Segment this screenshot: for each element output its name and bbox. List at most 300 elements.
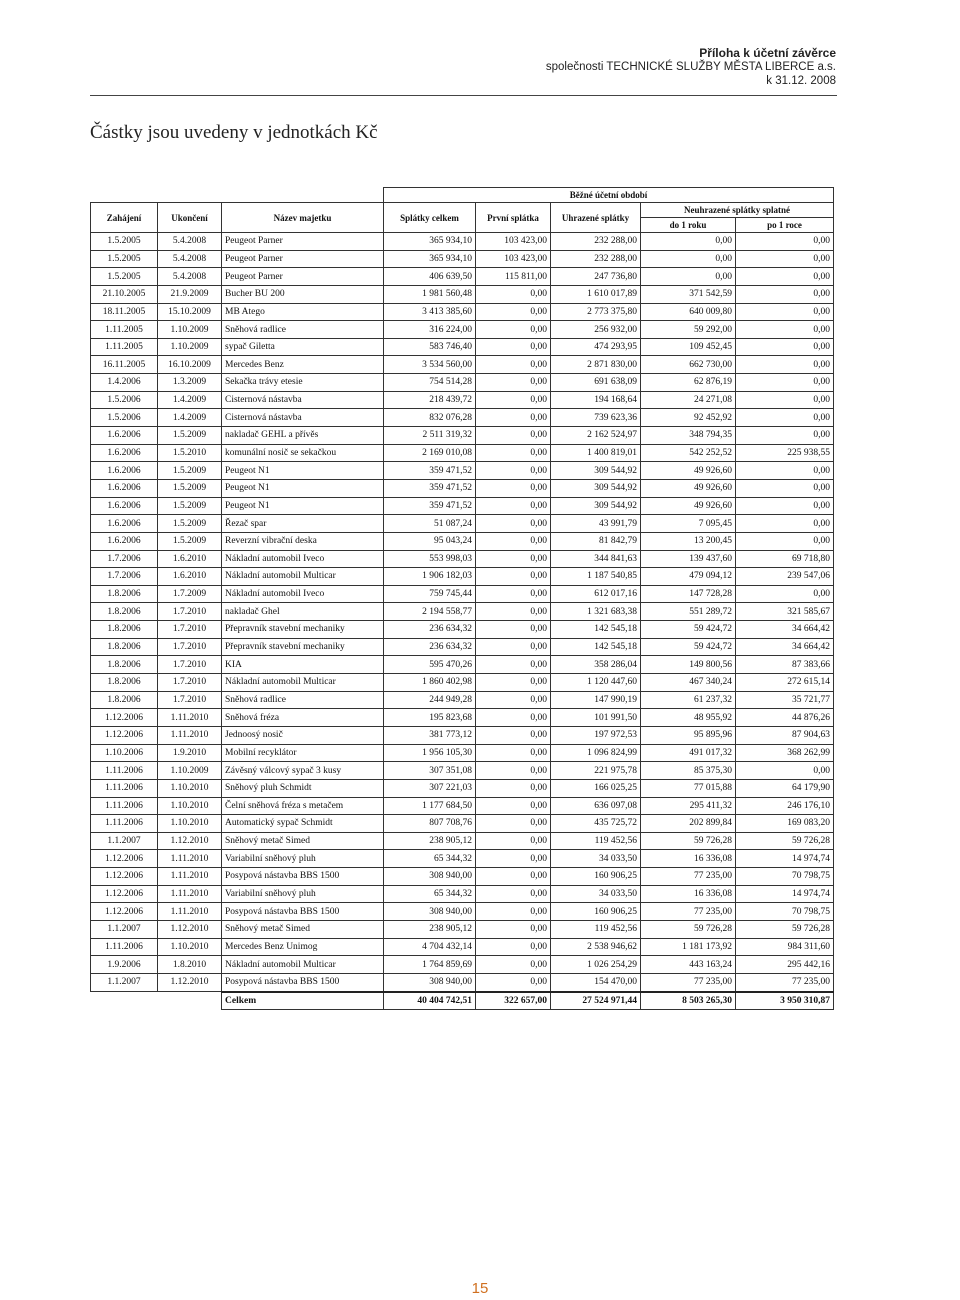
cell-start: 1.7.2006 xyxy=(91,550,158,568)
cell-start: 1.8.2006 xyxy=(91,621,158,639)
cell-start: 1.11.2006 xyxy=(91,762,158,780)
table-row xyxy=(91,726,834,744)
cell-paid: 309 544,92 xyxy=(551,479,641,497)
cell-within: 49 926,60 xyxy=(641,497,736,515)
cell-total: 238 905,12 xyxy=(384,920,476,938)
cell-within: 149 800,56 xyxy=(641,656,736,674)
table-row xyxy=(91,674,834,692)
cell-after: 70 798,75 xyxy=(736,903,834,921)
cell-within: 59 292,00 xyxy=(641,321,736,339)
col-header-name: Název majetku xyxy=(222,203,384,233)
cell-total: 359 471,52 xyxy=(384,479,476,497)
cell-first: 0,00 xyxy=(476,956,551,974)
cell-name: Jednoosý nosič xyxy=(222,726,384,744)
cell-paid: 166 025,25 xyxy=(551,779,641,797)
cell-after: 70 798,75 xyxy=(736,868,834,886)
cell-paid: 2 162 524,97 xyxy=(551,427,641,445)
cell-name: Peugeot N1 xyxy=(222,479,384,497)
cell-after: 0,00 xyxy=(736,374,834,392)
cell-first: 0,00 xyxy=(476,303,551,321)
table-row xyxy=(91,797,834,815)
cell-after: 239 547,06 xyxy=(736,568,834,586)
cell-name: Přepravník stavební mechaniky xyxy=(222,638,384,656)
cell-name: Přepravník stavební mechaniky xyxy=(222,621,384,639)
header-spacer xyxy=(91,188,158,203)
cell-within: 491 017,32 xyxy=(641,744,736,762)
cell-within: 640 009,80 xyxy=(641,303,736,321)
cell-within: 59 726,28 xyxy=(641,920,736,938)
cell-name: Sněhová fréza xyxy=(222,709,384,727)
cell-start: 1.11.2006 xyxy=(91,779,158,797)
table-row xyxy=(91,268,834,286)
cell-paid: 142 545,18 xyxy=(551,638,641,656)
cell-start: 1.5.2005 xyxy=(91,233,158,251)
cell-first: 0,00 xyxy=(476,709,551,727)
totals-row xyxy=(91,992,834,1010)
cell-end: 1.11.2010 xyxy=(158,868,222,886)
cell-first: 0,00 xyxy=(476,797,551,815)
table-row xyxy=(91,233,834,251)
cell-start: 1.11.2006 xyxy=(91,938,158,956)
cell-within: 16 336,08 xyxy=(641,885,736,903)
cell-end: 1.5.2009 xyxy=(158,532,222,550)
cell-total: 51 087,24 xyxy=(384,515,476,533)
cell-total: 1 956 105,30 xyxy=(384,744,476,762)
cell-start: 1.6.2006 xyxy=(91,462,158,480)
cell-after: 77 235,00 xyxy=(736,973,834,991)
cell-end: 1.7.2010 xyxy=(158,638,222,656)
header-rule xyxy=(90,95,837,96)
table-row xyxy=(91,956,834,974)
cell-name: Mobilní recyklátor xyxy=(222,744,384,762)
cell-first: 0,00 xyxy=(476,391,551,409)
cell-start: 1.12.2006 xyxy=(91,726,158,744)
table-row xyxy=(91,479,834,497)
cell-end: 1.7.2010 xyxy=(158,656,222,674)
table-row xyxy=(91,938,834,956)
cell-end: 1.8.2010 xyxy=(158,956,222,974)
cell-start: 1.1.2007 xyxy=(91,832,158,850)
cell-paid: 101 991,50 xyxy=(551,709,641,727)
cell-name: Peugeot Parner xyxy=(222,233,384,251)
cell-name: sypač Giletta xyxy=(222,338,384,356)
cell-within: 0,00 xyxy=(641,268,736,286)
cell-paid: 197 972,53 xyxy=(551,726,641,744)
cell-after: 0,00 xyxy=(736,515,834,533)
cell-total: 2 194 558,77 xyxy=(384,603,476,621)
cell-within: 49 926,60 xyxy=(641,479,736,497)
cell-total: 316 224,00 xyxy=(384,321,476,339)
cell-total: 759 745,44 xyxy=(384,585,476,603)
cell-after: 59 726,28 xyxy=(736,920,834,938)
cell-first: 0,00 xyxy=(476,762,551,780)
cell-after: 0,00 xyxy=(736,303,834,321)
cell-total: 308 940,00 xyxy=(384,973,476,991)
cell-first: 115 811,00 xyxy=(476,268,551,286)
cell-end: 1.10.2010 xyxy=(158,815,222,833)
table-row xyxy=(91,250,834,268)
cell-total: 359 471,52 xyxy=(384,462,476,480)
cell-name: Peugeot N1 xyxy=(222,462,384,480)
cell-name: Peugeot Parner xyxy=(222,250,384,268)
cell-after: 87 904,63 xyxy=(736,726,834,744)
cell-name: Sněhová radlice xyxy=(222,691,384,709)
totals-within: 8 503 265,30 xyxy=(641,992,736,1010)
cell-total: 308 940,00 xyxy=(384,868,476,886)
cell-after: 59 726,28 xyxy=(736,832,834,850)
table-row xyxy=(91,744,834,762)
totals-label: Celkem xyxy=(222,992,384,1010)
cell-paid: 1 096 824,99 xyxy=(551,744,641,762)
cell-total: 553 998,03 xyxy=(384,550,476,568)
cell-end: 1.6.2010 xyxy=(158,550,222,568)
cell-total: 95 043,24 xyxy=(384,532,476,550)
cell-end: 1.11.2010 xyxy=(158,850,222,868)
cell-within: 85 375,30 xyxy=(641,762,736,780)
cell-after: 272 615,14 xyxy=(736,674,834,692)
cell-within: 49 926,60 xyxy=(641,462,736,480)
cell-total: 307 221,03 xyxy=(384,779,476,797)
table-row xyxy=(91,462,834,480)
cell-start: 1.4.2006 xyxy=(91,374,158,392)
document-header xyxy=(546,46,836,88)
cell-paid: 636 097,08 xyxy=(551,797,641,815)
cell-within: 479 094,12 xyxy=(641,568,736,586)
table-row xyxy=(91,815,834,833)
cell-start: 1.6.2006 xyxy=(91,444,158,462)
cell-first: 0,00 xyxy=(476,444,551,462)
table-row xyxy=(91,656,834,674)
cell-end: 1.5.2009 xyxy=(158,497,222,515)
table-row xyxy=(91,285,834,303)
table-row xyxy=(91,338,834,356)
table-row xyxy=(91,409,834,427)
cell-name: Mercedes Benz Unimog xyxy=(222,938,384,956)
cell-first: 103 423,00 xyxy=(476,233,551,251)
cell-paid: 256 932,00 xyxy=(551,321,641,339)
totals-paid: 27 524 971,44 xyxy=(551,992,641,1010)
cell-after: 0,00 xyxy=(736,391,834,409)
col-header-paid: Uhrazené splátky xyxy=(551,203,641,233)
cell-paid: 1 120 447,60 xyxy=(551,674,641,692)
cell-total: 365 934,10 xyxy=(384,233,476,251)
cell-name: Cisternová nástavba xyxy=(222,409,384,427)
totals-total: 40 404 742,51 xyxy=(384,992,476,1010)
table-row xyxy=(91,691,834,709)
cell-total: 244 949,28 xyxy=(384,691,476,709)
cell-name: Sněhový pluh Schmidt xyxy=(222,779,384,797)
cell-first: 0,00 xyxy=(476,779,551,797)
cell-paid: 309 544,92 xyxy=(551,462,641,480)
cell-after: 246 176,10 xyxy=(736,797,834,815)
table-row xyxy=(91,621,834,639)
cell-total: 4 704 432,14 xyxy=(384,938,476,956)
cell-total: 236 634,32 xyxy=(384,638,476,656)
cell-after: 321 585,67 xyxy=(736,603,834,621)
cell-start: 1.8.2006 xyxy=(91,674,158,692)
cell-within: 59 726,28 xyxy=(641,832,736,850)
header-title: Příloha k účetní závěrce xyxy=(699,46,836,60)
cell-total: 583 746,40 xyxy=(384,338,476,356)
cell-start: 1.5.2005 xyxy=(91,250,158,268)
cell-end: 1.11.2010 xyxy=(158,903,222,921)
cell-first: 0,00 xyxy=(476,409,551,427)
cell-total: 1 764 859,69 xyxy=(384,956,476,974)
cell-after: 14 974,74 xyxy=(736,885,834,903)
cell-end: 1.9.2010 xyxy=(158,744,222,762)
cell-name: Peugeot Parner xyxy=(222,268,384,286)
cell-within: 109 452,45 xyxy=(641,338,736,356)
cell-end: 5.4.2008 xyxy=(158,268,222,286)
table-row xyxy=(91,638,834,656)
cell-start: 1.8.2006 xyxy=(91,638,158,656)
cell-total: 406 639,50 xyxy=(384,268,476,286)
cell-paid: 247 736,80 xyxy=(551,268,641,286)
cell-after: 0,00 xyxy=(736,479,834,497)
cell-first: 0,00 xyxy=(476,938,551,956)
cell-first: 0,00 xyxy=(476,903,551,921)
cell-total: 2 169 010,08 xyxy=(384,444,476,462)
cell-end: 1.5.2009 xyxy=(158,515,222,533)
cell-paid: 1 400 819,01 xyxy=(551,444,641,462)
cell-total: 218 439,72 xyxy=(384,391,476,409)
cell-paid: 435 725,72 xyxy=(551,815,641,833)
cell-total: 807 708,76 xyxy=(384,815,476,833)
cell-end: 15.10.2009 xyxy=(158,303,222,321)
table-row xyxy=(91,532,834,550)
header-company: společnosti TECHNICKÉ SLUŽBY MĚSTA LIBERCE a.s. xyxy=(545,61,836,73)
cell-paid: 691 638,09 xyxy=(551,374,641,392)
cell-end: 1.4.2009 xyxy=(158,409,222,427)
cell-within: 147 728,28 xyxy=(641,585,736,603)
table-row xyxy=(91,779,834,797)
cell-paid: 142 545,18 xyxy=(551,621,641,639)
cell-start: 1.11.2006 xyxy=(91,815,158,833)
cell-total: 65 344,32 xyxy=(384,885,476,903)
cell-name: Sněhový metač Simed xyxy=(222,832,384,850)
cell-within: 61 237,32 xyxy=(641,691,736,709)
cell-first: 0,00 xyxy=(476,973,551,991)
cell-paid: 309 544,92 xyxy=(551,497,641,515)
cell-after: 368 262,99 xyxy=(736,744,834,762)
cell-paid: 221 975,78 xyxy=(551,762,641,780)
table-row xyxy=(91,603,834,621)
cell-within: 16 336,08 xyxy=(641,850,736,868)
cell-total: 1 860 402,98 xyxy=(384,674,476,692)
cell-start: 1.10.2006 xyxy=(91,744,158,762)
cell-name: Řezač spar xyxy=(222,515,384,533)
cell-first: 0,00 xyxy=(476,868,551,886)
cell-after: 984 311,60 xyxy=(736,938,834,956)
cell-start: 1.1.2007 xyxy=(91,920,158,938)
cell-after: 0,00 xyxy=(736,321,834,339)
table-row xyxy=(91,550,834,568)
cell-within: 59 424,72 xyxy=(641,638,736,656)
cell-start: 1.8.2006 xyxy=(91,603,158,621)
cell-start: 16.11.2005 xyxy=(91,356,158,374)
cell-first: 0,00 xyxy=(476,885,551,903)
cell-end: 1.5.2010 xyxy=(158,444,222,462)
cell-paid: 1 610 017,89 xyxy=(551,285,641,303)
cell-name: nakladač Ghel xyxy=(222,603,384,621)
cell-within: 13 200,45 xyxy=(641,532,736,550)
cell-start: 1.6.2006 xyxy=(91,479,158,497)
table-row xyxy=(91,303,834,321)
col-header-first: První splátka xyxy=(476,203,551,233)
cell-name: Cisternová nástavba xyxy=(222,391,384,409)
cell-within: 467 340,24 xyxy=(641,674,736,692)
cell-first: 0,00 xyxy=(476,532,551,550)
cell-paid: 1 026 254,29 xyxy=(551,956,641,974)
table-row xyxy=(91,832,834,850)
cell-paid: 2 538 946,62 xyxy=(551,938,641,956)
cell-after: 34 664,42 xyxy=(736,638,834,656)
cell-start: 1.11.2006 xyxy=(91,797,158,815)
cell-first: 0,00 xyxy=(476,691,551,709)
cell-paid: 739 623,36 xyxy=(551,409,641,427)
cell-within: 348 794,35 xyxy=(641,427,736,445)
cell-after: 0,00 xyxy=(736,497,834,515)
cell-within: 0,00 xyxy=(641,233,736,251)
table-row xyxy=(91,585,834,603)
cell-after: 0,00 xyxy=(736,585,834,603)
cell-first: 0,00 xyxy=(476,462,551,480)
cell-name: nakladač GEHL a přívěs xyxy=(222,427,384,445)
cell-name: Reverzní vibrační deska xyxy=(222,532,384,550)
col-header-after: po 1 roce xyxy=(736,218,834,233)
cell-paid: 81 842,79 xyxy=(551,532,641,550)
cell-after: 169 083,20 xyxy=(736,815,834,833)
cell-name: Peugeot N1 xyxy=(222,497,384,515)
cell-paid: 43 991,79 xyxy=(551,515,641,533)
cell-end: 5.4.2008 xyxy=(158,233,222,251)
cell-name: Variabilní sněhový pluh xyxy=(222,885,384,903)
cell-paid: 1 321 683,38 xyxy=(551,603,641,621)
cell-total: 381 773,12 xyxy=(384,726,476,744)
cell-start: 1.5.2006 xyxy=(91,391,158,409)
cell-within: 48 955,92 xyxy=(641,709,736,727)
cell-within: 0,00 xyxy=(641,250,736,268)
cell-first: 0,00 xyxy=(476,479,551,497)
cell-name: Mercedes Benz xyxy=(222,356,384,374)
cell-first: 103 423,00 xyxy=(476,250,551,268)
cell-name: Sněhový metač Simed xyxy=(222,920,384,938)
cell-total: 1 906 182,03 xyxy=(384,568,476,586)
cell-start: 1.6.2006 xyxy=(91,532,158,550)
table-row xyxy=(91,762,834,780)
cell-total: 365 934,10 xyxy=(384,250,476,268)
cell-within: 24 271,08 xyxy=(641,391,736,409)
cell-end: 1.10.2009 xyxy=(158,338,222,356)
cell-after: 0,00 xyxy=(736,250,834,268)
cell-paid: 34 033,50 xyxy=(551,850,641,868)
cell-end: 1.11.2010 xyxy=(158,709,222,727)
cell-first: 0,00 xyxy=(476,815,551,833)
cell-first: 0,00 xyxy=(476,850,551,868)
cell-first: 0,00 xyxy=(476,920,551,938)
cell-name: Nákladní automobil Iveco xyxy=(222,585,384,603)
cell-after: 0,00 xyxy=(736,532,834,550)
table-row xyxy=(91,515,834,533)
cell-name: Posypová nástavba BBS 1500 xyxy=(222,903,384,921)
cell-after: 0,00 xyxy=(736,285,834,303)
table-row xyxy=(91,321,834,339)
cell-name: komunální nosič se sekačkou xyxy=(222,444,384,462)
cell-end: 1.6.2010 xyxy=(158,568,222,586)
cell-name: Posypová nástavba BBS 1500 xyxy=(222,973,384,991)
totals-after: 3 950 310,87 xyxy=(736,992,834,1010)
cell-first: 0,00 xyxy=(476,321,551,339)
cell-total: 3 534 560,00 xyxy=(384,356,476,374)
cell-start: 1.12.2006 xyxy=(91,709,158,727)
cell-total: 359 471,52 xyxy=(384,497,476,515)
cell-paid: 358 286,04 xyxy=(551,656,641,674)
cell-start: 1.6.2006 xyxy=(91,497,158,515)
cell-within: 542 252,52 xyxy=(641,444,736,462)
cell-start: 18.11.2005 xyxy=(91,303,158,321)
col-header-total: Splátky celkem xyxy=(384,203,476,233)
table-row xyxy=(91,568,834,586)
cell-within: 95 895,96 xyxy=(641,726,736,744)
cell-paid: 147 990,19 xyxy=(551,691,641,709)
cell-first: 0,00 xyxy=(476,638,551,656)
cell-end: 1.5.2009 xyxy=(158,462,222,480)
cell-total: 595 470,26 xyxy=(384,656,476,674)
cell-paid: 154 470,00 xyxy=(551,973,641,991)
table-row xyxy=(91,920,834,938)
cell-end: 1.10.2009 xyxy=(158,321,222,339)
cell-name: Bucher BU 200 xyxy=(222,285,384,303)
cell-within: 77 015,88 xyxy=(641,779,736,797)
cell-name: KIA xyxy=(222,656,384,674)
table-row xyxy=(91,356,834,374)
lease-table-body xyxy=(91,233,834,992)
cell-within: 202 899,84 xyxy=(641,815,736,833)
cell-total: 832 076,28 xyxy=(384,409,476,427)
cell-name: Závěsný válcový sypač 3 kusy xyxy=(222,762,384,780)
cell-first: 0,00 xyxy=(476,674,551,692)
cell-after: 64 179,90 xyxy=(736,779,834,797)
cell-start: 1.1.2007 xyxy=(91,973,158,991)
cell-name: Nákladní automobil Multicar xyxy=(222,674,384,692)
cell-first: 0,00 xyxy=(476,621,551,639)
cell-end: 1.3.2009 xyxy=(158,374,222,392)
cell-within: 139 437,60 xyxy=(641,550,736,568)
cell-end: 1.10.2009 xyxy=(158,762,222,780)
col-header-end: Ukončení xyxy=(158,203,222,233)
cell-name: MB Atego xyxy=(222,303,384,321)
cell-first: 0,00 xyxy=(476,603,551,621)
table-row xyxy=(91,903,834,921)
cell-paid: 612 017,16 xyxy=(551,585,641,603)
cell-after: 35 721,77 xyxy=(736,691,834,709)
cell-first: 0,00 xyxy=(476,515,551,533)
lease-table xyxy=(90,187,834,1010)
cell-end: 1.7.2010 xyxy=(158,603,222,621)
cell-total: 3 413 385,60 xyxy=(384,303,476,321)
table-row xyxy=(91,868,834,886)
cell-start: 1.5.2006 xyxy=(91,409,158,427)
cell-within: 7 095,45 xyxy=(641,515,736,533)
cell-total: 1 177 684,50 xyxy=(384,797,476,815)
cell-paid: 2 773 375,80 xyxy=(551,303,641,321)
cell-first: 0,00 xyxy=(476,726,551,744)
cell-end: 1.12.2010 xyxy=(158,973,222,991)
cell-end: 1.11.2010 xyxy=(158,726,222,744)
cell-within: 295 411,32 xyxy=(641,797,736,815)
table-row xyxy=(91,973,834,991)
cell-paid: 34 033,50 xyxy=(551,885,641,903)
